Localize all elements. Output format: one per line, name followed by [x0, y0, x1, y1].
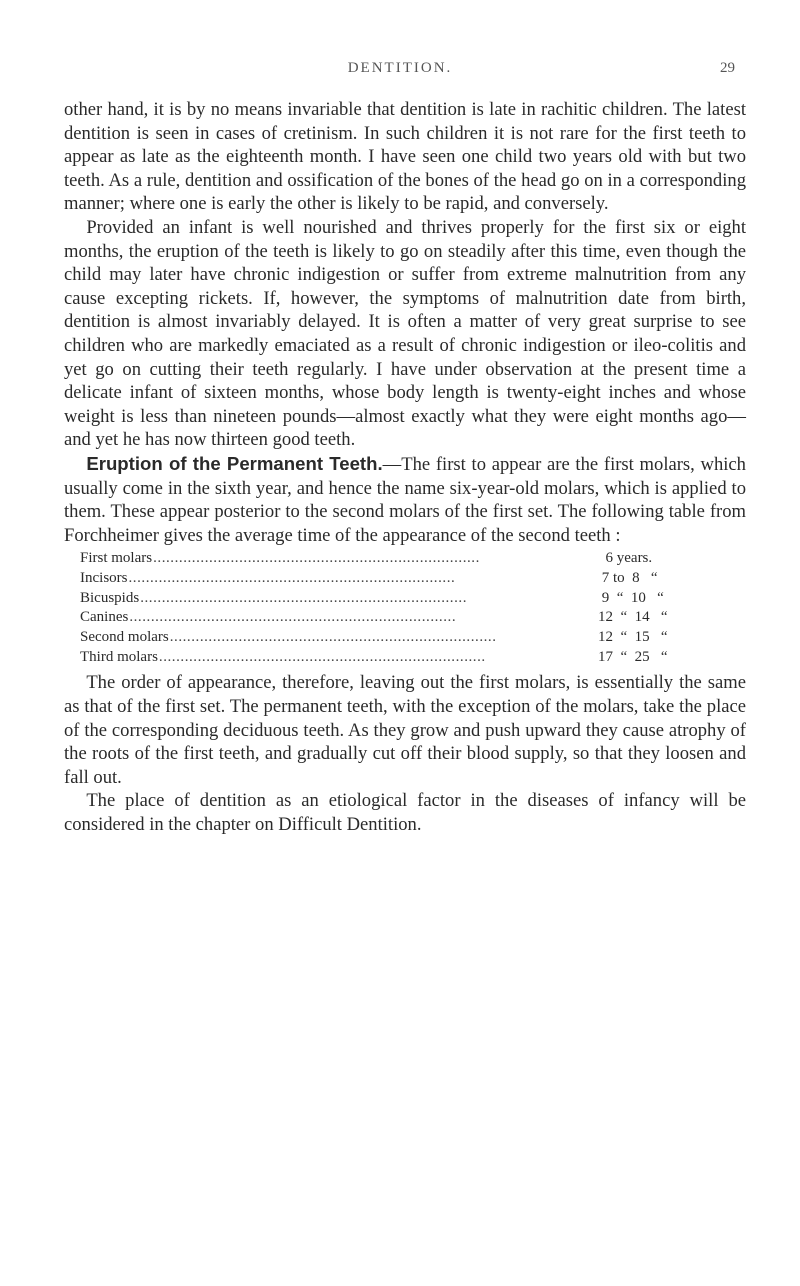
age-range: 7 to 8 “ [598, 569, 658, 586]
body-text [64, 98, 746, 837]
age-range: 12 “ 14 “ [598, 609, 668, 626]
tooth-name: Canines [80, 609, 129, 626]
dot-leader [159, 648, 594, 668]
age-range: 12 “ 15 “ [598, 629, 668, 646]
dot-leader [140, 589, 594, 609]
dot-leader [153, 549, 594, 569]
running-title: DENTITION. [347, 60, 453, 76]
age-range: 6 years. [598, 550, 653, 567]
tooth-name: Third molars [80, 648, 158, 665]
tooth-name: Bicuspids [80, 589, 140, 606]
paragraph-continuation: other hand, it is by no means invariable that dentition is late in rachitic children. The latest dentition is seen in cases of cretinism. In such children it is not rare for the first teeth to appear as late as the eighteenth month. I have seen one child two years old with but two teeth. As a rule, dentition and ossification of the bones of the head go on in a corresponding manner; where one is early the other is likely to be rapid, and conversely. [64, 99, 746, 215]
tooth-name: Second molars [80, 629, 169, 646]
teeth-eruption-table [80, 549, 678, 667]
paragraph-nourishment: Provided an infant is well nourished and thrives properly for the first six or eight months, the eruption of the teeth is likely to go on steadily after this time, even though the child may later have chronic indigestion or suffer from extreme malnutrition from any cause excepting rickets. If, however, the symptoms of malnutrition date from birth, dentition is almost invariably delayed. It is often a matter of very great surprise to see children who are markedly emaciated as a result of chronic indigestion or ileo-colitis and yet go on cutting their teeth regularly. I have under observation at the present time a delicate infant of sixteen months, whose body length is twenty-eight inches and whose weight is less than nineteen pounds—almost exactly what they were eight months ago—and yet he has now thirteen good teeth. [64, 216, 746, 451]
table-row [80, 608, 678, 628]
table-row [80, 648, 678, 668]
dot-leader [170, 628, 594, 648]
table-row [80, 628, 678, 648]
section-heading: Eruption of the Permanent Teeth. [86, 452, 383, 474]
section-heading-body: —The first to appear are the first molars, which usually come in the sixth year, and hence the name six-year-old molars, which is applied to them. These appear posterior to the second molars of the first set. The following table from Forchheimer gives the average time of the appearance of the second teeth : [64, 453, 746, 546]
dot-leader [129, 569, 595, 589]
tooth-name: First molars [80, 550, 153, 567]
age-range: 17 “ 25 “ [598, 648, 668, 665]
dot-leader [129, 608, 594, 628]
age-range: 9 “ 10 “ [598, 589, 664, 606]
tooth-name: Incisors [80, 569, 128, 586]
running-head [0, 60, 800, 84]
table-row [80, 549, 678, 569]
page-number: 29 [720, 60, 735, 76]
table-row [80, 569, 678, 589]
table-row [80, 589, 678, 609]
paragraph-permanent-teeth [64, 452, 746, 547]
paragraph-etiological-factor: The place of dentition as an etiological factor in the diseases of infancy will be considered in the chapter on Difficult Dentition. [64, 790, 746, 835]
paragraph-order-of-appearance: The order of appearance, therefore, leaving out the first molars, is essentially the same as that of the first set. The permanent teeth, with the exception of the molars, take the place of the corresponding deciduous teeth. As they grow and push upward they cause atrophy of the roots of the first teeth, and gradually cut off their blood supply, so that they loosen and fall out. [64, 672, 746, 788]
